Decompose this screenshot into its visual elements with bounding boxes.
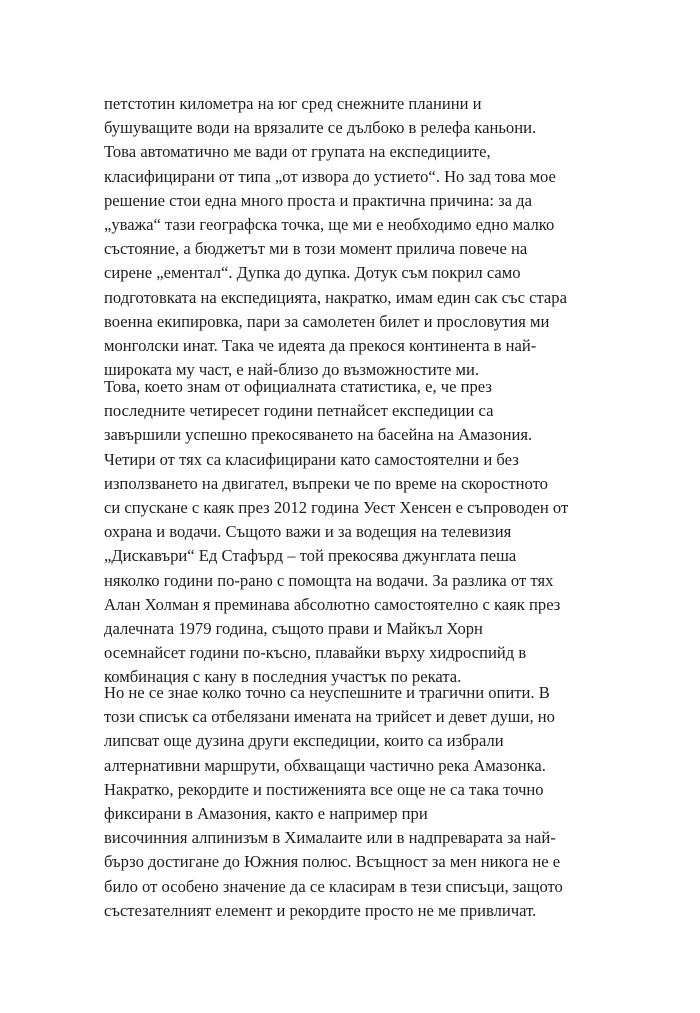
text-line: бързо достигане до Южния полюс. Всъщност за мен никога не е [104, 852, 561, 872]
text-line: „Дискавъри“ Ед Стафърд – той прекосява джунглата пеша [104, 546, 517, 566]
text-line: този списък са отбелязани имената на трийсет и девет души, но [104, 707, 555, 727]
text-line: използването на двигател, въпреки че по време на скоростното [104, 473, 548, 493]
paragraph-3 [104, 681, 624, 923]
text-line: комбинация с кану в последния участък по реката. [104, 667, 462, 687]
text-line: Алан Холман я преминава абсолютно самостоятелно с каяк през [104, 594, 561, 614]
text-line: височинния алпинизъм в Хималаите или в надпреварата за най- [104, 828, 556, 848]
text-line: бушуващите води на врязалите се дълбоко в релефа каньони. [104, 118, 537, 138]
text-line: липсват още дузина други експедиции, които са избрали [104, 731, 504, 751]
text-line: Това автоматично ме вади от групата на експедициите, [104, 142, 491, 162]
paragraph-1 [104, 92, 624, 382]
text-line: алтернативни маршрути, обхващащи частично река Амазонка. [104, 755, 546, 775]
text-line: „уважа“ тази географска точка, ще ми е необходимо едно малко [104, 215, 555, 235]
text-line: Но не се знае колко точно са неуспешните и трагични опити. В [104, 683, 550, 702]
text-line: решение стои една много проста и практична причина: за да [104, 190, 532, 210]
text-line: фиксирани в Амазония, както е например при [104, 804, 428, 824]
text-line: състояние, а бюджетът ми в този момент прилича повече на [104, 239, 528, 259]
text-line: широката му част, е най-близо до възможностите ми. [104, 360, 479, 380]
paragraph-2 [104, 375, 624, 690]
text-line: охрана и водачи. Същото важи и за водещия на телевизия [104, 522, 512, 542]
text-line: си спускане с каяк през 2012 година Уест Хенсен е съпроводен от [104, 498, 569, 518]
text-line: сирене „ементал“. Дупка до дупка. Дотук съм покрил само [104, 263, 521, 283]
text-line: осемнайсет години по-късно, плавайки върху хидроспийд в [104, 643, 527, 663]
text-line: няколко години по-рано с помощта на водачи. За разлика от тях [104, 570, 554, 590]
text-line: петстотин километра на юг сред снежните планини и [104, 94, 482, 113]
text-line: състезателният елемент и рекордите просто не ме привличат. [104, 900, 537, 920]
text-line: подготовката на експедицията, накратко, имам един сак със стара [104, 287, 567, 307]
text-line: далечната 1979 година, същото прави и Майкъл Хорн [104, 619, 483, 639]
text-line: класифицирани от типа „от извора до устието“. Но зад това мое [104, 166, 556, 186]
text-line: завършили успешно прекосяването на басейна на Амазония. [104, 425, 533, 445]
text-line: последните четиресет години петнайсет експедиции са [104, 401, 494, 421]
text-line: било от особено значение да се класирам в тези списъци, защото [104, 876, 563, 896]
text-line: Това, което знам от официалната статистика, е, че през [104, 377, 492, 396]
text-line: Накратко, рекордите и постиженията все още не са така точно [104, 779, 544, 799]
text-line: военна екипировка, пари за самолетен билет и прословутия ми [104, 311, 550, 331]
text-line: монголски инат. Така че идеята да прекося континента в най- [104, 336, 537, 356]
text-line: Четири от тях са класифицирани като самостоятелни и без [104, 449, 519, 469]
